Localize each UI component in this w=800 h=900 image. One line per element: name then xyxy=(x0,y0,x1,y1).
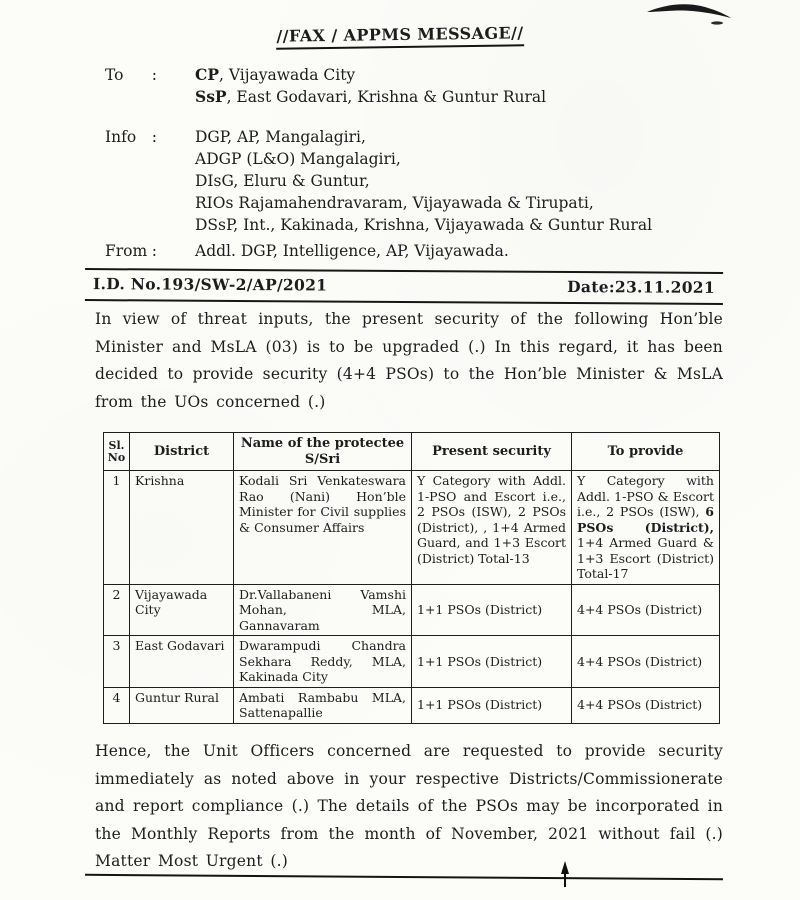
cell-sl-no: 2 xyxy=(104,584,130,636)
cell-present-security: 1+1 PSOs (District) xyxy=(412,584,572,636)
table-row xyxy=(104,687,720,723)
from-block xyxy=(105,240,509,262)
id-number: I.D. No.193/SW-2/AP/2021 xyxy=(92,274,328,295)
document-title: //FAX / APPMS MESSAGE// xyxy=(276,23,523,49)
header-district: District xyxy=(130,433,234,471)
cell-present-security: 1+1 PSOs (District) xyxy=(412,687,572,723)
reference-band xyxy=(85,268,723,305)
cell-district: East Godavari xyxy=(130,636,234,688)
cell-to-provide: 4+4 PSOs (District) xyxy=(572,636,720,688)
to-line: CP, Vijayawada City xyxy=(195,65,356,84)
closing-paragraph: Hence, the Unit Officers concerned are requested to provide security immediately as noted above in your respective Districts/Commissionerate and report compliance (.) The details of the PSOs may be incorporated in the Monthly Reports from the month of November, 2021 without fail (.) Matter Most Urgent (.) xyxy=(95,742,723,870)
cell-present-security: 1+1 PSOs (District) xyxy=(412,636,572,688)
cell-protectee-name: Ambati Rambabu MLA, Sattenapallie xyxy=(234,687,412,723)
header-to-provide: To provide xyxy=(572,433,720,471)
table-row xyxy=(104,636,720,688)
to-recipients xyxy=(195,64,546,108)
info-recipients xyxy=(195,126,652,236)
info-line: DSsP, Int., Kakinada, Krishna, Vijayawada & Guntur Rural xyxy=(195,216,653,234)
cell-district: Krishna xyxy=(130,471,234,585)
cell-district: Guntur Rural xyxy=(130,687,234,723)
cell-to-provide: Y Category with Addl. 1-PSO & Escort i.e., 2 PSOs (ISW), 6 PSOs (District), 1+4 Armed Guard & 1+3 Escort (District) Total-17 xyxy=(572,471,720,585)
header-sl-no: Sl. No xyxy=(104,433,130,471)
table-row xyxy=(104,584,720,636)
info-line: DIsG, Eluru & Guntur, xyxy=(195,172,370,190)
header-present-security: Present security xyxy=(412,433,572,471)
info-label: Info : xyxy=(105,128,157,146)
security-table xyxy=(103,432,720,724)
cell-present-security: Y Category with Addl. 1-PSO and Escort i.e., 2 PSOs (ISW), 2 PSOs (District), , 1+4 Armed Guard, and 1+3 Escort (District) Total-13 xyxy=(412,471,572,585)
info-line: DGP, AP, Mangalagiri, xyxy=(195,128,366,146)
cell-sl-no: 4 xyxy=(104,687,130,723)
cell-protectee-name: Kodali Sri Venkateswara Rao (Nani) Hon’ble Minister for Civil supplies & Consumer Affairs xyxy=(234,471,412,585)
to-label: To : xyxy=(105,66,157,84)
to-block xyxy=(105,64,546,108)
from-value: Addl. DGP, Intelligence, AP, Vijayawada. xyxy=(195,242,509,260)
table-header-row xyxy=(104,433,720,471)
cell-district: Vijayawada City xyxy=(130,584,234,636)
table-row xyxy=(104,471,720,585)
cell-to-provide: 4+4 PSOs (District) xyxy=(572,687,720,723)
info-line: ADGP (L&O) Mangalagiri, xyxy=(195,150,401,168)
date: Date:23.11.2021 xyxy=(567,276,716,297)
from-label: From : xyxy=(105,242,157,260)
opening-paragraph: In view of threat inputs, the present security of the following Hon’ble Minister and MsLA (03) is to be upgraded (.) In this regard, it has been decided to provide security (4+4 PSOs) to the Hon’ble Minister & MsLA from the UOs concerned (.) xyxy=(95,310,723,411)
header-name: Name of the protectee S/Sri xyxy=(234,433,412,471)
cell-sl-no: 1 xyxy=(104,471,130,585)
up-arrow-icon xyxy=(560,861,570,887)
cell-sl-no: 3 xyxy=(104,636,130,688)
cell-protectee-name: Dr.Vallabaneni Vamshi Mohan, MLA, Gannavaram xyxy=(234,584,412,636)
info-block xyxy=(105,126,652,236)
info-line: RIOs Rajamahendravaram, Vijayawada & Tirupati, xyxy=(195,194,594,212)
to-line: SsP, East Godavari, Krishna & Guntur Rural xyxy=(195,87,547,106)
cell-to-provide: 4+4 PSOs (District) xyxy=(572,584,720,636)
document-title-wrap xyxy=(0,19,800,49)
cell-protectee-name: Dwarampudi Chandra Sekhara Reddy, MLA, Kakinada City xyxy=(234,636,412,688)
